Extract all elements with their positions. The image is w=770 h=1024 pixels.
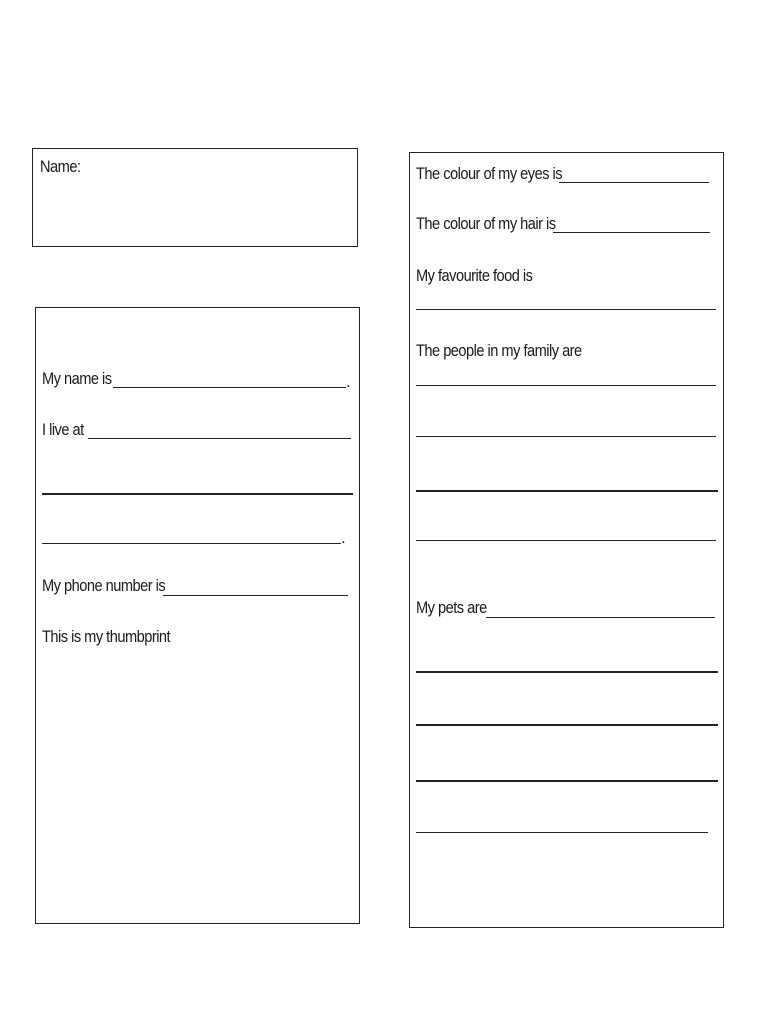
family-blank-1[interactable] [416,385,716,386]
name-box [32,148,358,247]
hair-label: The colour of my hair is [416,214,556,233]
about-box [35,307,360,924]
live-at-label: I live at [42,420,84,439]
address-blank-1[interactable] [88,438,351,439]
pets-blank-3[interactable] [416,724,718,726]
pets-blank-4[interactable] [416,780,718,782]
address-blank-3[interactable] [42,543,341,544]
hair-blank[interactable] [553,232,710,233]
pets-blank-5[interactable] [416,832,708,833]
eyes-blank[interactable] [559,182,709,183]
food-blank[interactable] [416,309,716,310]
address-period: . [341,528,346,547]
eyes-label: The colour of my eyes is [416,164,563,183]
family-blank-3[interactable] [416,490,718,492]
phone-blank[interactable] [163,595,348,596]
food-label: My favourite food is [416,266,533,285]
address-blank-2[interactable] [42,493,353,495]
phone-label: My phone number is [42,576,166,595]
my-name-blank[interactable] [113,387,346,388]
name-label: Name: [40,157,81,176]
thumbprint-label: This is my thumbprint [42,627,171,646]
pets-blank-2[interactable] [416,671,718,673]
family-blank-4[interactable] [416,540,716,541]
my-name-period: . [346,372,351,391]
my-name-label: My name is [42,369,112,388]
family-label: The people in my family are [416,341,582,360]
pets-label: My pets are [416,598,487,617]
pets-blank-1[interactable] [486,617,715,618]
family-blank-2[interactable] [416,436,716,437]
